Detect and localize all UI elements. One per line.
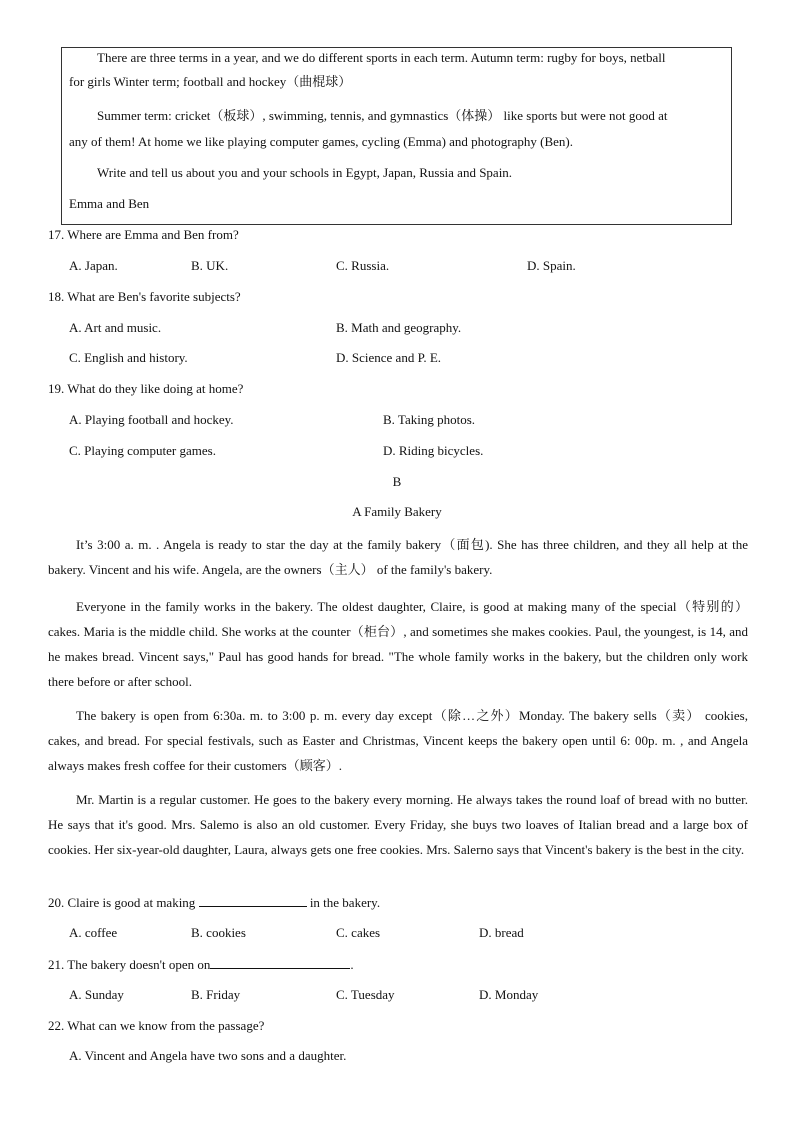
option-d: D. bread (479, 925, 524, 940)
question-stem: 19. What do they like doing at home? (48, 381, 244, 396)
question-stem: 18. What are Ben's favorite subjects? (48, 289, 241, 304)
answer-blank (199, 894, 307, 907)
option-c: C. cakes (336, 925, 381, 940)
option-b: B. Friday (191, 987, 241, 1002)
option-c: C. Playing computer games. (69, 443, 216, 458)
stem-text: . (350, 957, 354, 972)
option-d: D. Riding bicycles. (383, 443, 484, 458)
option-b: B. Taking photos. (383, 412, 476, 427)
letter-line: Write and tell us about you and your schools in Egypt, Japan, Russia and Spain. (97, 165, 513, 180)
question-stem: 17. Where are Emma and Ben from? (48, 227, 239, 242)
section-label: B (392, 474, 402, 489)
passage-paragraph: Everyone in the family works in the bakery. The oldest daughter, Claire, is good at making many of the special（特别的）cakes. Maria is the middle child. She works at the counter（柜台）, and sometimes she makes cookies. Paul, the youngest, is 14, and he makes bread. Vincent says," Paul has good hands for bread. "The whole family works in the bakery, but the children only work there before or after school. (48, 599, 748, 689)
question-stem: 22. What can we know from the passage? (48, 1018, 265, 1033)
option-c: C. Tuesday (336, 987, 395, 1002)
question-stem (48, 894, 380, 911)
stem-text: 21. The bakery doesn't open on (48, 957, 211, 972)
option-a: A. coffee (69, 925, 118, 940)
option-c: C. Russia. (336, 258, 390, 273)
option-d: D. Science and P. E. (336, 350, 442, 365)
option-c: C. English and history. (69, 350, 188, 365)
letter-line: Summer term: cricket（板球）, swimming, tennis, and gymnastics（体操） like sports but were not good at (97, 108, 668, 123)
question-stem (48, 956, 354, 973)
stem-text: 20. Claire is good at making (48, 895, 199, 910)
passage-paragraph: It’s 3:00 a. m. . Angela is ready to star the day at the family bakery（面包). She has three children, and they all help at the bakery. Vincent and his wife. Angela, are the owners（主人） of the family's bakery. (48, 537, 748, 577)
option-a: A. Japan. (69, 258, 118, 273)
option-a: A. Art and music. (69, 320, 162, 335)
letter-signature: Emma and Ben (69, 196, 150, 211)
option-b: B. Math and geography. (336, 320, 462, 335)
passage-title: A Family Bakery (352, 504, 442, 519)
option-a: A. Vincent and Angela have two sons and a daughter. (69, 1048, 347, 1063)
letter-line: any of them! At home we like playing computer games, cycling (Emma) and photography (Ben). (69, 134, 573, 149)
option-b: B. cookies (191, 925, 246, 940)
letter-line: for girls Winter term; football and hockey（曲棍球） (69, 74, 352, 89)
option-b: B. UK. (191, 258, 229, 273)
passage-paragraph: Mr. Martin is a regular customer. He goes to the bakery every morning. He always takes the round loaf of bread with no butter. He says that it's good. Mrs. Salemo is also an old customer. Every Friday, she buys two loaves of Italian bread and a large box of cookies. Her six-year-old daughter, Laura, always gets one free cookies. Mrs. Salerno says that Vincent's bakery is the best in the city. (48, 792, 748, 857)
letter-line: There are three terms in a year, and we do different sports in each term. Autumn term: rugby for boys, netball (97, 50, 666, 65)
option-d: D. Spain. (527, 258, 576, 273)
option-a: A. Playing football and hockey. (69, 412, 234, 427)
stem-text: in the bakery. (306, 895, 381, 910)
option-d: D. Monday (479, 987, 539, 1002)
answer-blank (210, 956, 350, 969)
option-a: A. Sunday (69, 987, 124, 1002)
passage-paragraph: The bakery is open from 6:30a. m. to 3:00 p. m. every day except（除…之外）Monday. The bakery sells（卖） cookies, cakes, and bread. For special festivals, such as Easter and Christmas, Vincent keeps the bakery open until 6: 00p. m. , and Angela always makes fresh coffee for their customers（顾客）. (48, 708, 748, 773)
